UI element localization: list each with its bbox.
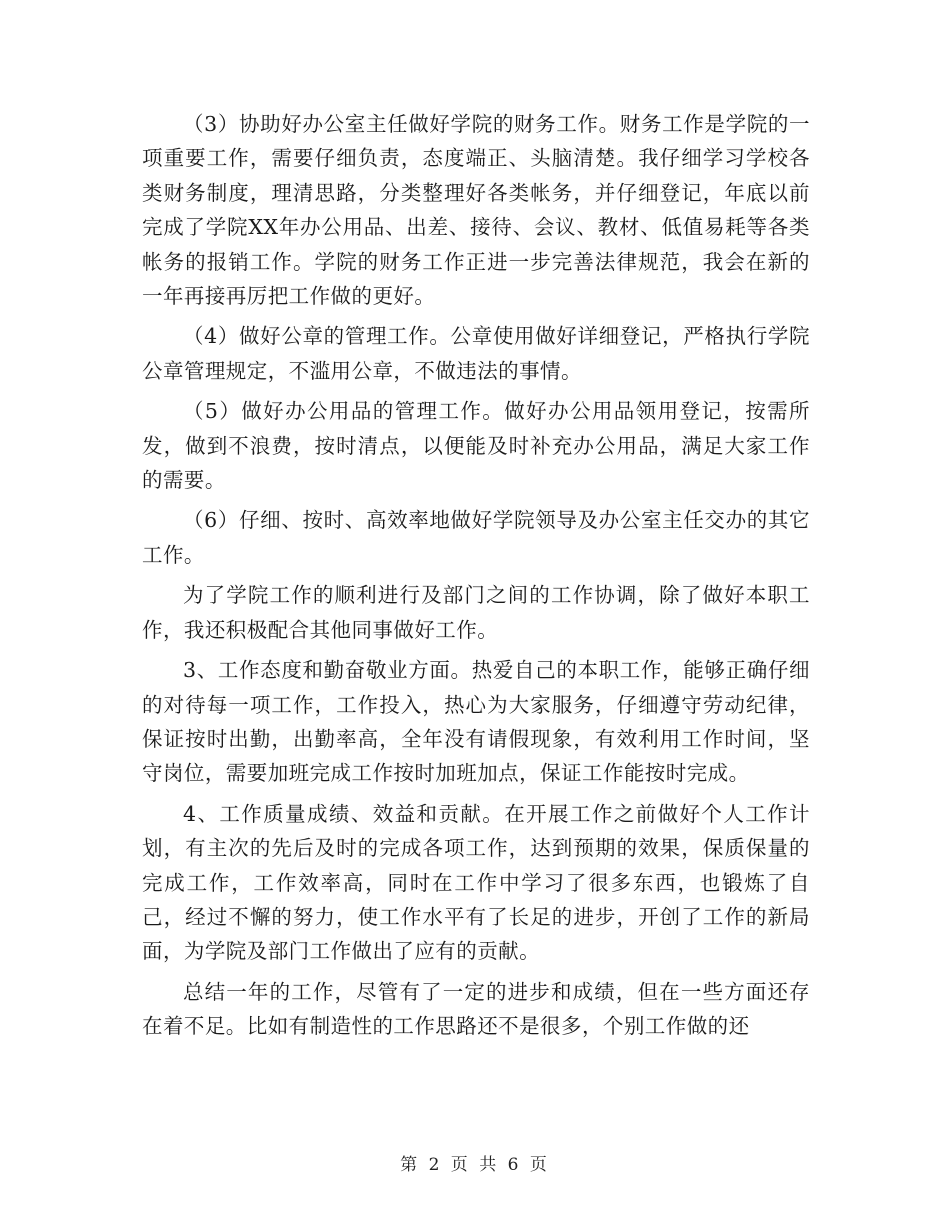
paragraph-work-quality: 4、工作质量成绩、效益和贡献。在开展工作之前做好个人工作计划，有主次的先后及时的完成各项工作，达到预期的效果，保质保量的完成工作，工作效率高，同时在工作中学习了很多东西，也锻炼了自己，经过不懈的努力，使工作水平有了长足的进步，开创了工作的新局面，为学院及部门工作做出了应有的贡献。	[142, 801, 810, 964]
paragraph-seal-management: （4）做好公章的管理工作。公章使用做好详细登记，严格执行学院公章管理规定，不滥用公章，不做违法的事情。	[142, 324, 810, 383]
paragraph-summary: 总结一年的工作，尽管有了一定的进步和成绩，但在一些方面还存在着不足。比如有制造性的工作思路还不是很多，个别工作做的还	[142, 979, 810, 1039]
paragraph-finance: （3）协助好办公室主任做好学院的财务工作。财务工作是学院的一项重要工作，需要仔细负责，态度端正、头脑清楚。我仔细学习学校各类财务制度，理清思路，分类整理好各类帐务，并仔细登记，年底以前完成了学院XX年办公用品、出差、接待、会议、教材、低值易耗等各类帐务的报销工作。学院的财务工作正进一步完善法律规范，我会在新的一年再接再厉把工作做的更好。	[142, 112, 810, 309]
paragraph-cooperation: 为了学院工作的顺利进行及部门之间的工作协调，除了做好本职工作，我还积极配合其他同事做好工作。	[142, 583, 810, 642]
paragraph-office-supplies: （5）做好办公用品的管理工作。做好办公用品领用登记，按需所发，做到不浪费，按时清点，以便能及时补充办公用品，满足大家工作的需要。	[142, 399, 810, 493]
document-body	[142, 107, 810, 1050]
page-number: 第 2 页 共 6 页	[400, 1155, 550, 1175]
paragraph-work-attitude: 3、工作态度和勤奋敬业方面。热爱自己的本职工作，能够正确仔细的对待每一项工作，工作投入，热心为大家服务，仔细遵守劳动纪律，保证按时出勤，出勤率高，全年没有请假现象，有效利用工作时间，坚守岗位，需要加班完成工作按时加班加点，保证工作能按时完成。	[142, 658, 810, 786]
paragraph-assigned-tasks: （6）仔细、按时、高效率地做好学院领导及办公室主任交办的其它工作。	[142, 508, 810, 567]
